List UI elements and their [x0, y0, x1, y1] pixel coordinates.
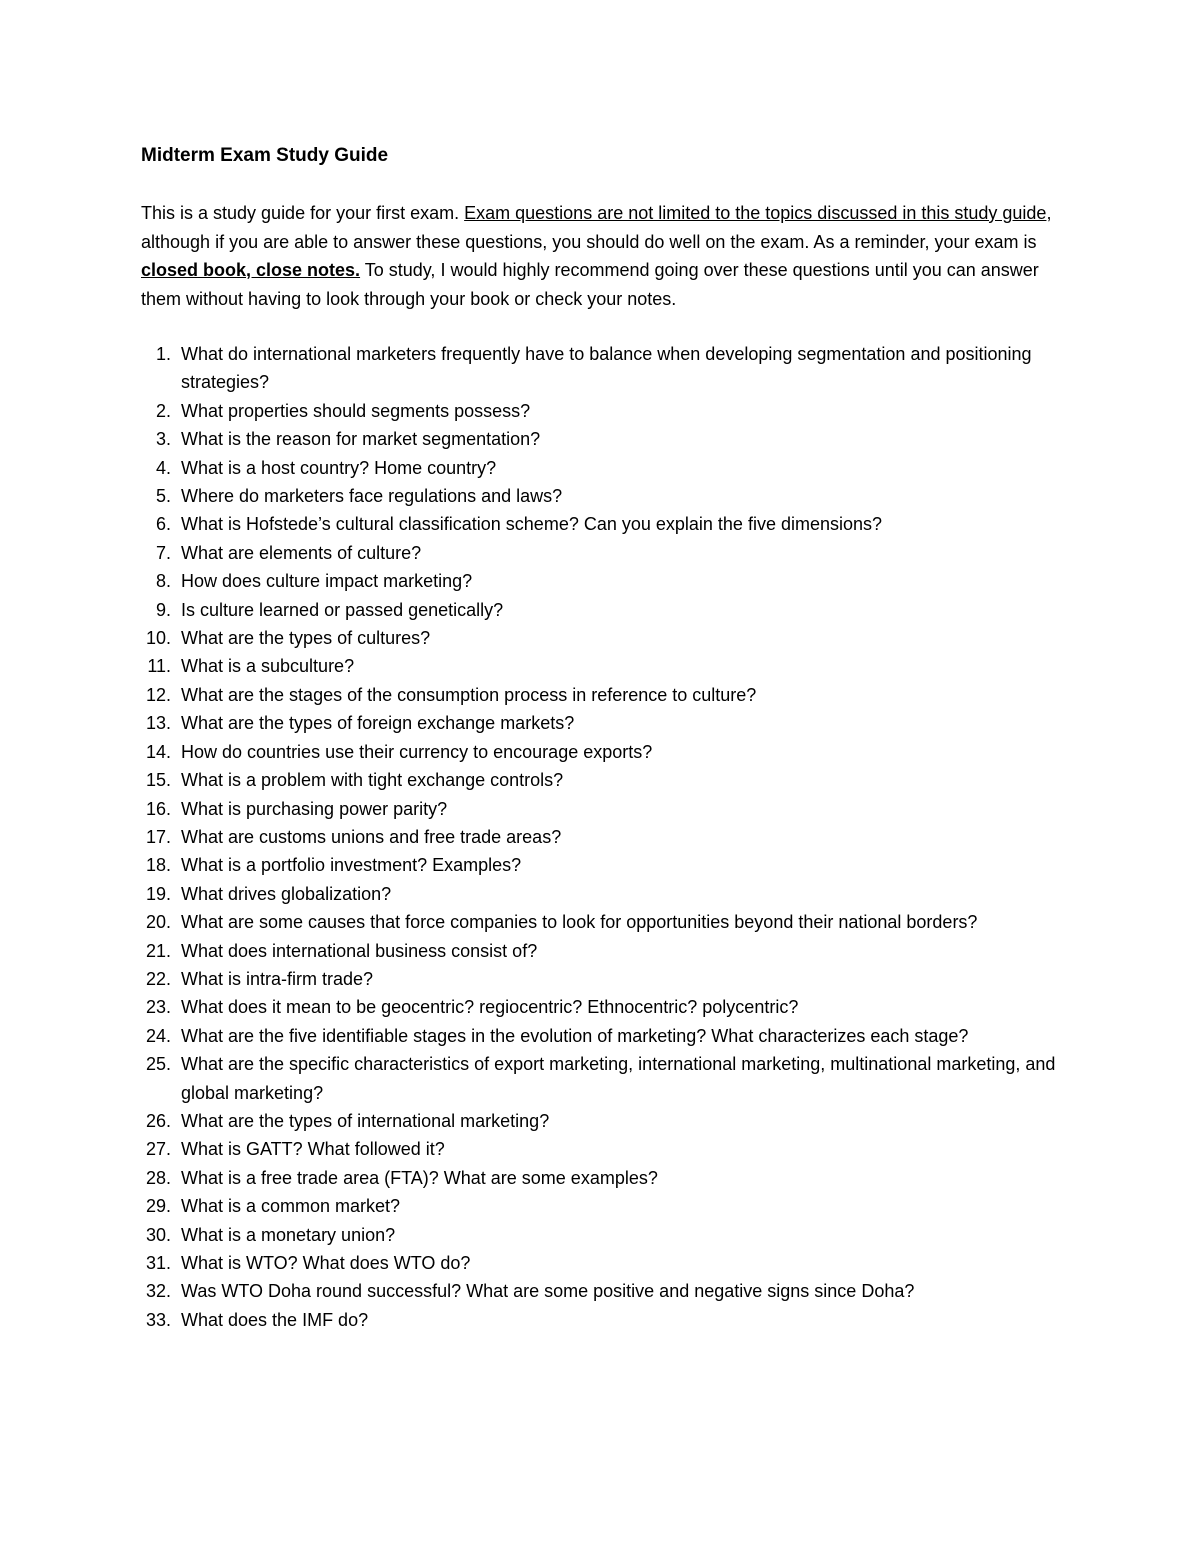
question-number: 16.	[145, 798, 171, 819]
list-item	[141, 624, 1081, 652]
question-text: What is intra-firm trade?	[181, 968, 374, 989]
question-number: 22.	[145, 968, 171, 989]
list-item	[141, 709, 1081, 737]
question-text: What is GATT? What followed it?	[181, 1139, 445, 1160]
intro-underlined-text: Exam questions are not limited to the topics discussed in this study guide	[464, 203, 1047, 223]
question-number: 18.	[145, 855, 171, 876]
question-text: What does the IMF do?	[181, 1309, 369, 1330]
question-number: 3.	[155, 429, 171, 450]
list-item	[141, 738, 1081, 766]
question-number: 27.	[145, 1139, 171, 1160]
question-text: What is a portfolio investment? Examples?	[181, 855, 522, 876]
list-item	[141, 482, 1081, 510]
question-text: What is purchasing power parity?	[181, 798, 448, 819]
page-title: Midterm Exam Study Guide	[141, 145, 389, 166]
list-item	[141, 1107, 1081, 1135]
list-item	[141, 596, 1081, 624]
list-item	[141, 1277, 1081, 1305]
list-item	[141, 1249, 1081, 1277]
question-number: 9.	[155, 599, 171, 620]
list-item	[141, 1135, 1081, 1163]
list-item	[141, 1050, 1081, 1107]
list-item	[141, 539, 1081, 567]
question-number: 6.	[155, 514, 171, 535]
question-number: 24.	[145, 1025, 171, 1046]
question-number: 2.	[155, 400, 171, 421]
question-text: What do international marketers frequently have to balance when developing segmentation and positioning strategies?	[181, 344, 1032, 393]
list-item	[141, 1306, 1081, 1334]
question-number: 5.	[155, 486, 171, 507]
intro-paragraph	[141, 199, 1081, 313]
question-text: What does international business consist of?	[181, 940, 538, 961]
list-item	[141, 340, 1081, 397]
question-text: What is a free trade area (FTA)? What are some examples?	[181, 1167, 658, 1188]
question-text: What is the reason for market segmentation?	[181, 429, 541, 450]
question-text: What are elements of culture?	[181, 542, 422, 563]
list-item	[141, 766, 1081, 794]
list-item	[141, 1192, 1081, 1220]
question-number: 8.	[155, 571, 171, 592]
question-text: What are the five identifiable stages in the evolution of marketing? What characterizes each stage?	[181, 1025, 969, 1046]
question-number: 14.	[145, 741, 171, 762]
list-item	[141, 937, 1081, 965]
question-text: What is a subculture?	[181, 656, 355, 677]
question-text: What are the types of international marketing?	[181, 1110, 550, 1131]
list-item	[141, 908, 1081, 936]
question-number: 4.	[155, 457, 171, 478]
list-item	[141, 880, 1081, 908]
list-item	[141, 1022, 1081, 1050]
question-number: 21.	[145, 940, 171, 961]
question-number: 20.	[145, 912, 171, 933]
question-text: What are the types of foreign exchange markets?	[181, 713, 575, 734]
intro-text: This is a study guide for your first exam.	[141, 203, 465, 223]
question-text: Where do marketers face regulations and laws?	[181, 486, 563, 507]
question-number: 31.	[145, 1253, 171, 1273]
question-text: What is a host country? Home country?	[181, 457, 497, 478]
list-item	[141, 1164, 1081, 1192]
question-text: What are the stages of the consumption process in reference to culture?	[181, 684, 757, 705]
list-item	[141, 425, 1081, 453]
question-number: 7.	[155, 542, 171, 563]
list-item	[141, 1221, 1081, 1249]
question-number: 30.	[145, 1224, 171, 1245]
question-text: What is Hofstede’s cultural classification scheme? Can you explain the five dimensions?	[181, 514, 883, 535]
question-text: How do countries use their currency to encourage exports?	[181, 741, 653, 762]
question-number: 26.	[145, 1110, 171, 1131]
list-item	[141, 454, 1081, 482]
list-item	[141, 397, 1081, 425]
question-text: Is culture learned or passed genetically?	[181, 599, 504, 620]
question-number: 32.	[145, 1281, 171, 1302]
intro-emphasis-text: closed book, close notes.	[141, 260, 361, 280]
question-text: What properties should segments possess?	[181, 400, 531, 421]
question-number: 25.	[145, 1054, 171, 1075]
question-text: What is a common market?	[181, 1196, 401, 1217]
question-number: 11.	[147, 656, 171, 677]
list-item	[141, 652, 1081, 680]
question-text: What are some causes that force companies to look for opportunities beyond their national borders?	[181, 912, 978, 933]
list-item	[141, 965, 1081, 993]
question-text: What does it mean to be geocentric? regiocentric? Ethnocentric? polycentric?	[181, 997, 799, 1018]
question-number: 17.	[145, 826, 171, 847]
question-number: 1.	[155, 344, 171, 364]
question-number: 12.	[145, 684, 171, 705]
question-list	[141, 340, 1081, 1334]
question-number: 33.	[145, 1309, 171, 1330]
question-text: What are the types of cultures?	[181, 628, 431, 649]
list-item	[141, 567, 1081, 595]
intro-text: To study, I would highly recommend going over these questions until you can answer them without having to look through your book or check your notes.	[141, 260, 1039, 309]
question-text: What drives globalization?	[181, 883, 392, 904]
list-item	[141, 823, 1081, 851]
list-item	[141, 510, 1081, 538]
list-item	[141, 795, 1081, 823]
question-text: What is WTO? What does WTO do?	[181, 1253, 471, 1273]
question-text: How does culture impact marketing?	[181, 571, 473, 592]
list-item	[141, 993, 1081, 1021]
question-number: 29.	[145, 1196, 171, 1217]
question-text: What are customs unions and free trade areas?	[181, 826, 562, 847]
list-item	[141, 851, 1081, 879]
list-item	[141, 681, 1081, 709]
question-number: 23.	[145, 997, 171, 1018]
question-number: 10.	[145, 628, 171, 649]
question-text: What is a monetary union?	[181, 1224, 396, 1245]
question-text: What are the specific characteristics of export marketing, international marketing, multinational marketing, and global marketing?	[181, 1054, 1056, 1103]
question-number: 28.	[145, 1167, 171, 1188]
intro-text: , although if you are able to answer these questions, you should do well on the exam. As a reminder, your exam is	[141, 203, 1052, 252]
question-number: 13.	[145, 713, 171, 734]
question-text: Was WTO Doha round successful? What are some positive and negative signs since Doha?	[181, 1281, 915, 1302]
question-text: What is a problem with tight exchange controls?	[181, 770, 564, 791]
question-number: 19.	[145, 883, 171, 904]
question-number: 15.	[145, 770, 171, 791]
